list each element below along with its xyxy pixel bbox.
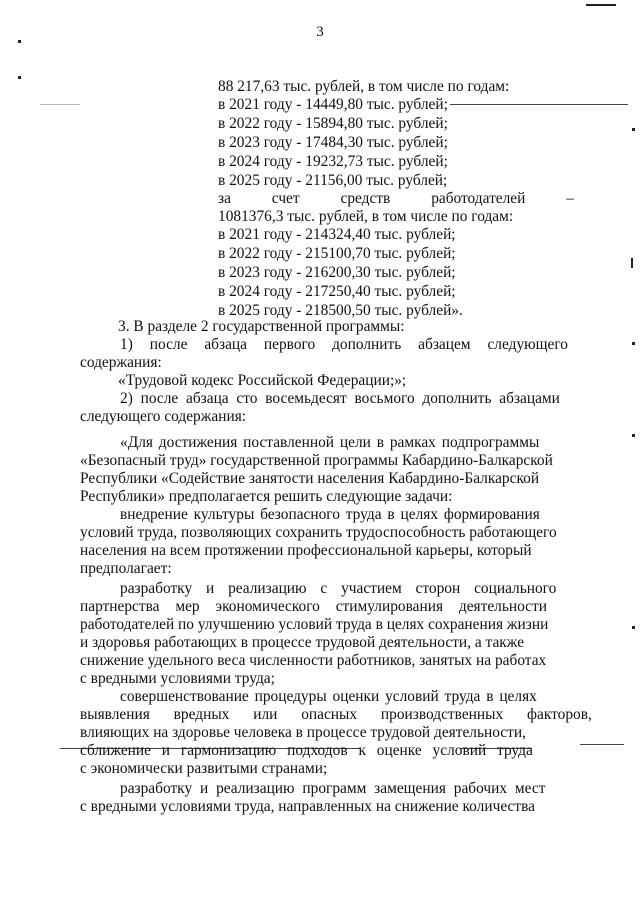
employer-line: в 2025 году - 218500,50 тыс. рублей».: [218, 302, 463, 319]
scan-dot: [632, 626, 635, 629]
section-heading: 3. В разделе 2 государственной программы:: [118, 318, 405, 335]
para4-line: с экономически развитыми странами;: [80, 760, 328, 777]
scan-dot: [632, 342, 635, 345]
para2-line: внедрение культуры безопасного труда в целях формирования: [120, 506, 540, 523]
para3-line: с вредными условиями труда;: [80, 670, 275, 687]
funding-line: в 2024 году - 19232,73 тыс. рублей;: [218, 153, 448, 170]
scan-dot: [632, 128, 635, 131]
para1-line: Республики «Содействие занятости населения Кабардино-Балкарской: [80, 470, 540, 487]
word: абзацем: [418, 336, 471, 353]
employer-line: 1081376,3 тыс. рублей, в том числе по годам:: [218, 208, 514, 225]
para3-line: снижение удельного веса численности работников, занятых на работах: [80, 652, 547, 669]
scan-mark: [586, 4, 616, 6]
funding-line: в 2023 году - 17484,30 тыс. рублей;: [218, 134, 448, 151]
para1-line: Республики» предполагается решить следующие задачи:: [80, 488, 453, 505]
item2-continuation: следующего содержания:: [80, 408, 247, 425]
scan-line: [40, 104, 80, 105]
word: абзаца: [186, 390, 229, 407]
quote-line: «Трудовой кодекс Российской Федерации;»;: [118, 372, 407, 389]
word: –: [566, 190, 574, 207]
para4-line: сближение и гармонизацию подходов к оценке условий труда: [80, 742, 533, 759]
para3-line: работодателей по улучшению условий труда в целях сохранения жизни: [80, 616, 549, 633]
para1-line: «Для достижения поставленной цели в рамках подпрограммы: [120, 434, 540, 451]
para2-line: условий труда, позволяющих сохранить трудоспособность работающего: [80, 524, 557, 541]
scan-line: [580, 744, 624, 745]
funding-line: в 2022 году - 15894,80 тыс. рублей;: [218, 115, 448, 132]
page-number: 3: [316, 24, 324, 40]
word: абзаца: [204, 336, 247, 353]
employer-funds-line: [218, 190, 574, 208]
employer-line: в 2021 году - 214324,40 тыс. рублей;: [218, 226, 456, 243]
para5-line: разработку и реализацию программ замещения рабочих мест: [120, 780, 546, 797]
funding-line: в 2021 году - 14449,80 тыс. рублей;: [218, 96, 448, 113]
word: за: [218, 190, 231, 207]
funding-line: 88 217,63 тыс. рублей, в том числе по годам:: [218, 78, 510, 95]
word: после: [149, 336, 188, 353]
para5-line: с вредными условиями труда, направленных на снижение количества: [80, 798, 535, 815]
para3-line: разработку и реализацию с участием сторон социального: [120, 580, 557, 597]
scan-dot: [18, 76, 21, 79]
word: следующего: [487, 336, 568, 353]
para3-line: партнерства мер экономического стимулирования деятельности: [80, 598, 547, 615]
employer-line: в 2024 году - 217250,40 тыс. рублей;: [218, 283, 456, 300]
employer-line: в 2023 году - 216200,30 тыс. рублей;: [218, 264, 456, 281]
funding-line: в 2025 году - 21156,00 тыс. рублей;: [218, 172, 448, 189]
para4-line: выявления вредных или опасных производственных факторов,: [80, 706, 592, 723]
word: 2): [120, 390, 133, 407]
scan-line: [450, 104, 628, 105]
word: восемьдесят: [265, 390, 347, 407]
item1-continuation: содержания:: [80, 354, 162, 371]
word: первого: [263, 336, 316, 353]
item2-line: [120, 390, 560, 408]
word: средств: [340, 190, 391, 207]
word: сто: [236, 390, 258, 407]
word: счет: [271, 190, 300, 207]
word: восьмого: [354, 390, 415, 407]
para3-line: и здоровья работающих в процессе трудовой деятельности, а также: [80, 634, 525, 651]
word: работодателей: [431, 190, 526, 207]
word: абзацами: [499, 390, 560, 407]
word: 1): [120, 336, 133, 353]
word: дополнить: [422, 390, 492, 407]
scan-dot: [632, 434, 635, 437]
para2-line: предполагает:: [80, 560, 172, 577]
item1-line: [120, 336, 568, 354]
word: дополнить: [332, 336, 402, 353]
para1-line: «Безопасный труд» государственной программы Кабардино-Балкарской: [80, 452, 553, 469]
employer-line: в 2022 году - 215100,70 тыс. рублей;: [218, 245, 456, 262]
word: после: [140, 390, 179, 407]
scan-dot: [18, 40, 21, 43]
para4-line: совершенствование процедуры оценки условий труда в целях: [120, 688, 537, 705]
scan-dot: [631, 258, 633, 268]
para4-line: влияющих на здоровье человека в процессе трудовой деятельности,: [80, 724, 526, 741]
para2-line: населения на всем протяжении профессиональной карьеры, который: [80, 542, 532, 559]
